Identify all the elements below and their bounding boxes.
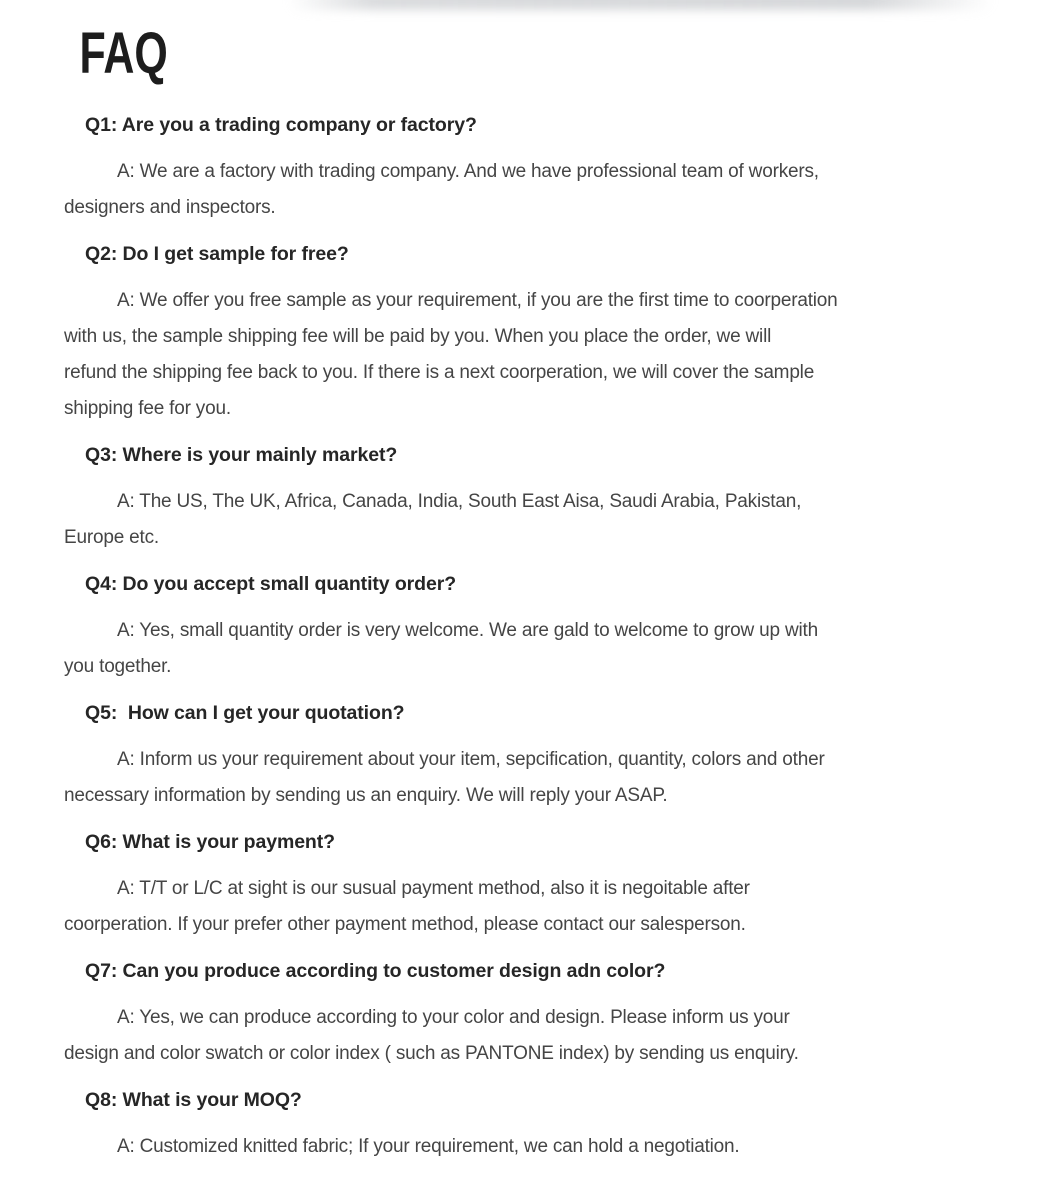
- faq-answer: [64, 283, 980, 427]
- faq-item-q3: [64, 437, 980, 556]
- faq-question: Q5: How can I get your quotation?: [85, 702, 405, 724]
- faq-answer-line: design and color swatch or color index ( such as PANTONE index) by sending us enquiry.: [64, 1043, 799, 1064]
- faq-item-q6: [64, 824, 980, 943]
- faq-answer-line: shipping fee for you.: [64, 398, 231, 419]
- faq-answer-line: necessary information by sending us an enquiry. We will reply your ASAP.: [64, 785, 668, 806]
- faq-question: Q6: What is your payment?: [85, 831, 335, 853]
- faq-question: Q3: Where is your mainly market?: [85, 444, 398, 466]
- faq-item-q5: [64, 695, 980, 814]
- faq-answer-line: with us, the sample shipping fee will be paid by you. When you place the order, we will: [64, 326, 772, 347]
- faq-question: Q2: Do I get sample for free?: [85, 243, 349, 265]
- faq-answer-line: you together.: [64, 656, 172, 677]
- faq-answer-line: A: Yes, we can produce according to your color and design. Please inform us your: [117, 1007, 790, 1028]
- faq-answer-line: A: Inform us your requirement about your item, sepcification, quantity, colors and other: [117, 749, 825, 770]
- faq-answer-line: refund the shipping fee back to you. If there is a next coorperation, we will cover the sample: [64, 362, 815, 383]
- faq-answer-line: A: The US, The UK, Africa, Canada, India, South East Aisa, Saudi Arabia, Pakistan,: [117, 491, 802, 512]
- faq-answer: [64, 871, 980, 943]
- faq-answer: [64, 154, 980, 226]
- faq-question: Q7: Can you produce according to customer design adn color?: [85, 960, 666, 982]
- faq-question: Q4: Do you accept small quantity order?: [85, 573, 457, 595]
- faq-item-q4: [64, 566, 980, 685]
- faq-item-q1: [64, 107, 980, 226]
- faq-item-q8: [64, 1082, 980, 1165]
- faq-answer: [64, 1129, 980, 1165]
- faq-answer-line: A: Customized knitted fabric; If your requirement, we can hold a negotiation.: [117, 1136, 740, 1157]
- faq-answer-line: designers and inspectors.: [64, 197, 276, 218]
- faq-answer: [64, 742, 980, 814]
- faq-answer-line: Europe etc.: [64, 527, 159, 548]
- faq-answer-line: A: We offer you free sample as your requirement, if you are the first time to coorperation: [117, 290, 838, 311]
- faq-item-q2: [64, 236, 980, 427]
- faq-answer: [64, 484, 980, 556]
- faq-item-q7: [64, 953, 980, 1072]
- page-title: FAQ: [79, 21, 168, 86]
- faq-answer: [64, 613, 980, 685]
- faq-answer-line: coorperation. If your prefer other payment method, please contact our salesperson.: [64, 914, 746, 935]
- faq-answer: [64, 1000, 980, 1072]
- faq-question: Q8: What is your MOQ?: [85, 1089, 302, 1111]
- faq-answer-line: A: We are a factory with trading company. And we have professional team of workers,: [117, 161, 819, 182]
- faq-answer-line: A: Yes, small quantity order is very welcome. We are gald to welcome to grow up with: [117, 620, 818, 641]
- faq-answer-line: A: T/T or L/C at sight is our susual payment method, also it is negoitable after: [117, 878, 750, 899]
- faq-question: Q1: Are you a trading company or factory?: [85, 114, 477, 136]
